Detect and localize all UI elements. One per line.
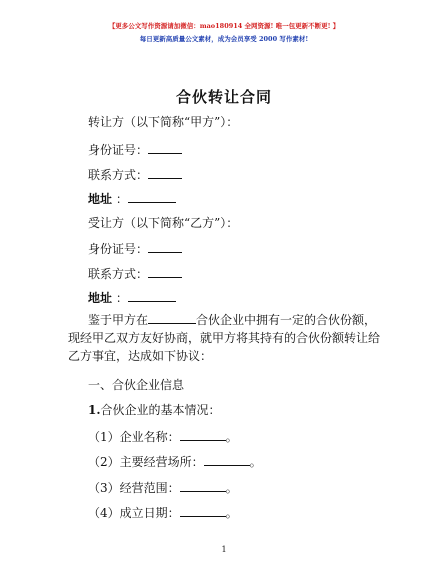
address-label: 地址 bbox=[88, 291, 113, 305]
promo-banner-line-1: 【更多公文写作资源请加微信：mao180914 全网资源! 唯一包更新不断更! 】 bbox=[108, 22, 340, 30]
address-blank bbox=[128, 191, 176, 203]
item-1 bbox=[88, 403, 221, 417]
id-label: 身份证号： bbox=[88, 143, 149, 157]
sub-item-blank bbox=[180, 505, 226, 517]
sub-item-establish-date bbox=[88, 505, 238, 520]
contact-blank bbox=[148, 167, 182, 179]
transferee-id-row bbox=[88, 241, 182, 256]
intro-paragraph bbox=[68, 311, 388, 365]
page-number: 1 bbox=[221, 545, 227, 554]
transferor-contact-row bbox=[88, 167, 182, 182]
document-title: 合伙转让合同 bbox=[175, 88, 272, 106]
contact-label: 联系方式： bbox=[88, 267, 149, 281]
item-number: 1. bbox=[88, 403, 101, 417]
sub-item-business-place bbox=[88, 454, 262, 469]
sub-item-blank bbox=[204, 454, 250, 466]
sub-item-label: （4）成立日期： bbox=[88, 506, 180, 520]
sub-item-enterprise-name bbox=[88, 429, 238, 444]
sub-item-label: （1）企业名称： bbox=[88, 430, 180, 444]
sub-item-blank bbox=[180, 480, 226, 492]
sub-item-period: 。 bbox=[225, 506, 238, 520]
address-colon: ： bbox=[115, 291, 128, 305]
sub-item-blank bbox=[180, 429, 226, 441]
intro-text-part-2: 合伙企业中拥有一定的合伙份额，现经甲乙双方友好协商，就甲方将其持有的合伙份额转让给乙方事宜，达成如下协议： bbox=[68, 313, 381, 363]
contact-label: 联系方式： bbox=[88, 168, 149, 182]
address-colon: ： bbox=[115, 192, 128, 206]
transferee-address-row bbox=[88, 290, 176, 305]
sub-item-business-scope bbox=[88, 480, 238, 495]
transferee-contact-row bbox=[88, 266, 182, 281]
sub-item-period: 。 bbox=[225, 430, 238, 444]
transferor-address-row bbox=[88, 191, 176, 206]
section-heading: 一、合伙企业信息 bbox=[88, 378, 185, 392]
id-blank bbox=[148, 142, 182, 154]
transferor-heading: 转让方（以下简称“甲方”）： bbox=[88, 115, 239, 129]
intro-text-part-1: 鉴于甲方在 bbox=[88, 313, 149, 327]
address-blank bbox=[128, 290, 176, 302]
item-text: 合伙企业的基本情况： bbox=[100, 403, 221, 417]
enterprise-name-blank bbox=[148, 312, 196, 324]
sub-item-label: （2）主要经营场所： bbox=[88, 455, 204, 469]
sub-item-period: 。 bbox=[249, 455, 262, 469]
contact-blank bbox=[148, 266, 182, 278]
transferor-id-row bbox=[88, 142, 182, 157]
id-label: 身份证号： bbox=[88, 242, 149, 256]
promo-banner-line-2: 每日更新高质量公文素材，成为会员享受 2000 写作素材! bbox=[139, 35, 309, 43]
sub-item-label: （3）经营范围： bbox=[88, 481, 180, 495]
id-blank bbox=[148, 241, 182, 253]
sub-item-period: 。 bbox=[225, 481, 238, 495]
transferee-heading: 受让方（以下简称“乙方”）： bbox=[88, 216, 239, 230]
address-label: 地址 bbox=[88, 192, 113, 206]
